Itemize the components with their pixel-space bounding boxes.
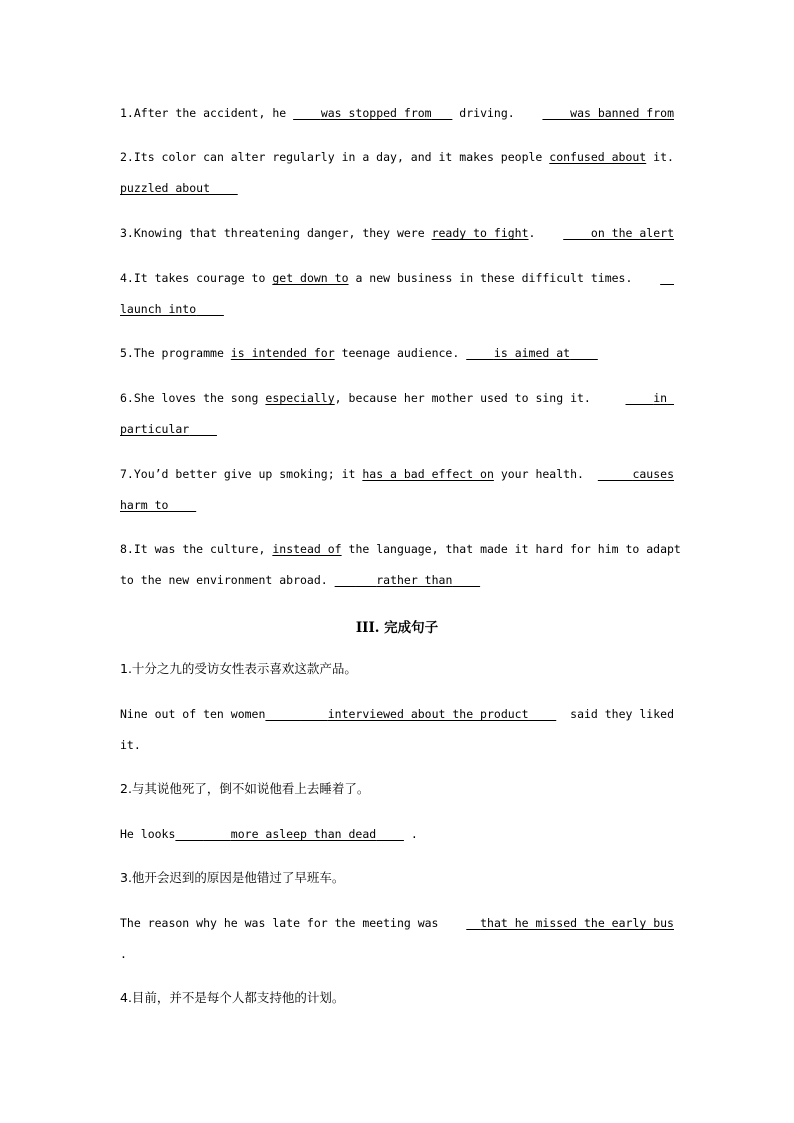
q5-line bbox=[120, 345, 674, 361]
q8-underlined-phrase: instead of bbox=[272, 542, 342, 556]
q7-answer-part1: causes bbox=[632, 467, 674, 481]
q2-answer-line bbox=[120, 180, 674, 196]
s1-chinese-prompt: 1.十分之九的受访女性表示喜欢这款产品。 bbox=[120, 661, 357, 676]
s1-english-line bbox=[120, 706, 674, 722]
q8-after: the language, that made it hard for him to adapt bbox=[341, 542, 681, 556]
q7-line bbox=[120, 466, 674, 482]
s4-chinese-prompt: 4.目前，并不是每个人都支持他的计划。 bbox=[120, 990, 345, 1005]
s2-chinese-prompt: 2.与其说他死了，倒不如说他看上去睡着了。 bbox=[120, 781, 370, 796]
q6-answer-part1: in bbox=[653, 391, 668, 405]
q5-underlined-phrase: is intended for bbox=[230, 346, 335, 360]
q5-text: The programme bbox=[133, 346, 231, 360]
q7-text: You’d better give up smoking; it bbox=[133, 467, 363, 481]
q1-gap-b bbox=[432, 106, 453, 120]
q2-answer: puzzled about bbox=[120, 181, 211, 195]
section-heading: III. 完成句子 bbox=[355, 620, 439, 636]
s3-en-before: The reason why he was late for the meeting was bbox=[120, 916, 439, 930]
q2-underlined-phrase: confused about bbox=[549, 150, 647, 164]
q1-gap-a bbox=[293, 106, 321, 120]
q7-after: your health. bbox=[493, 467, 584, 481]
s3-answer: that he missed the early bus bbox=[480, 916, 674, 930]
q2-number: 2. bbox=[120, 150, 134, 164]
q3-text: Knowing that threatening danger, they were bbox=[133, 226, 432, 240]
q5-answer: is aimed at bbox=[493, 346, 571, 360]
q4-underlined-phrase: get down to bbox=[272, 271, 349, 285]
s1-en-after: said they liked bbox=[570, 707, 674, 721]
q7-number: 7. bbox=[120, 467, 134, 481]
q4-answer: launch into bbox=[120, 302, 197, 316]
s2-en-after: . bbox=[410, 827, 418, 841]
q8-number: 8. bbox=[120, 542, 134, 556]
q3-after: . bbox=[528, 226, 536, 240]
q4-answer-line bbox=[120, 301, 674, 317]
q4-number: 4. bbox=[120, 271, 134, 285]
q4-line bbox=[120, 270, 674, 286]
s2-english-line bbox=[120, 826, 674, 842]
q6-after: , because her mother used to sing it. bbox=[334, 391, 591, 405]
q8-line bbox=[120, 541, 681, 557]
s2-answer: more asleep than dead bbox=[230, 827, 377, 841]
q2-text: Its color can alter regularly in a day, and it makes people bbox=[133, 150, 550, 164]
s1-english-line2: it. bbox=[120, 738, 141, 752]
s3-english-line2: . bbox=[120, 947, 127, 961]
q2-line bbox=[120, 149, 674, 165]
q1-after: driving. bbox=[452, 106, 515, 120]
q4-after: a new business in these difficult times. bbox=[348, 271, 633, 285]
q3-line bbox=[120, 225, 674, 241]
q3-answer: on the alert bbox=[590, 226, 674, 240]
q6-number: 6. bbox=[120, 391, 134, 405]
q6-answer-line bbox=[120, 421, 674, 437]
q8-answer: rather than bbox=[376, 573, 453, 587]
q6-line bbox=[120, 390, 674, 406]
q1-number: 1. bbox=[120, 106, 134, 120]
s3-english-line bbox=[120, 915, 674, 931]
q8-line2 bbox=[120, 572, 674, 588]
q6-underlined-phrase: especially bbox=[265, 391, 335, 405]
q1-text: After the accident, he bbox=[133, 106, 294, 120]
q8-line2-text: to the new environment abroad. bbox=[120, 573, 328, 587]
s1-answer: interviewed about the product bbox=[327, 707, 529, 721]
q5-number: 5. bbox=[120, 346, 134, 360]
q3-underlined-phrase: ready to fight bbox=[431, 226, 529, 240]
q8-text: It was the culture, bbox=[133, 542, 273, 556]
q3-number: 3. bbox=[120, 226, 134, 240]
q7-answer-part2: harm to bbox=[120, 498, 169, 512]
q4-text: It takes courage to bbox=[133, 271, 273, 285]
q5-after: teenage audience. bbox=[334, 346, 460, 360]
q1-answer: was banned from bbox=[570, 106, 674, 120]
q7-answer-line bbox=[120, 497, 674, 513]
q6-answer-part2: particular bbox=[120, 422, 190, 436]
q7-underlined-phrase: has a bad effect on bbox=[362, 467, 494, 481]
s3-chinese-prompt: 3.他开会迟到的原因是他错过了早班车。 bbox=[120, 870, 345, 885]
s2-en-before: He looks bbox=[120, 827, 176, 841]
q1-underlined-phrase: was stopped from bbox=[320, 106, 432, 120]
q6-text: She loves the song bbox=[133, 391, 266, 405]
q2-after: it. bbox=[646, 150, 674, 164]
q1-line bbox=[120, 105, 674, 121]
s1-en-before: Nine out of ten women bbox=[120, 707, 266, 721]
